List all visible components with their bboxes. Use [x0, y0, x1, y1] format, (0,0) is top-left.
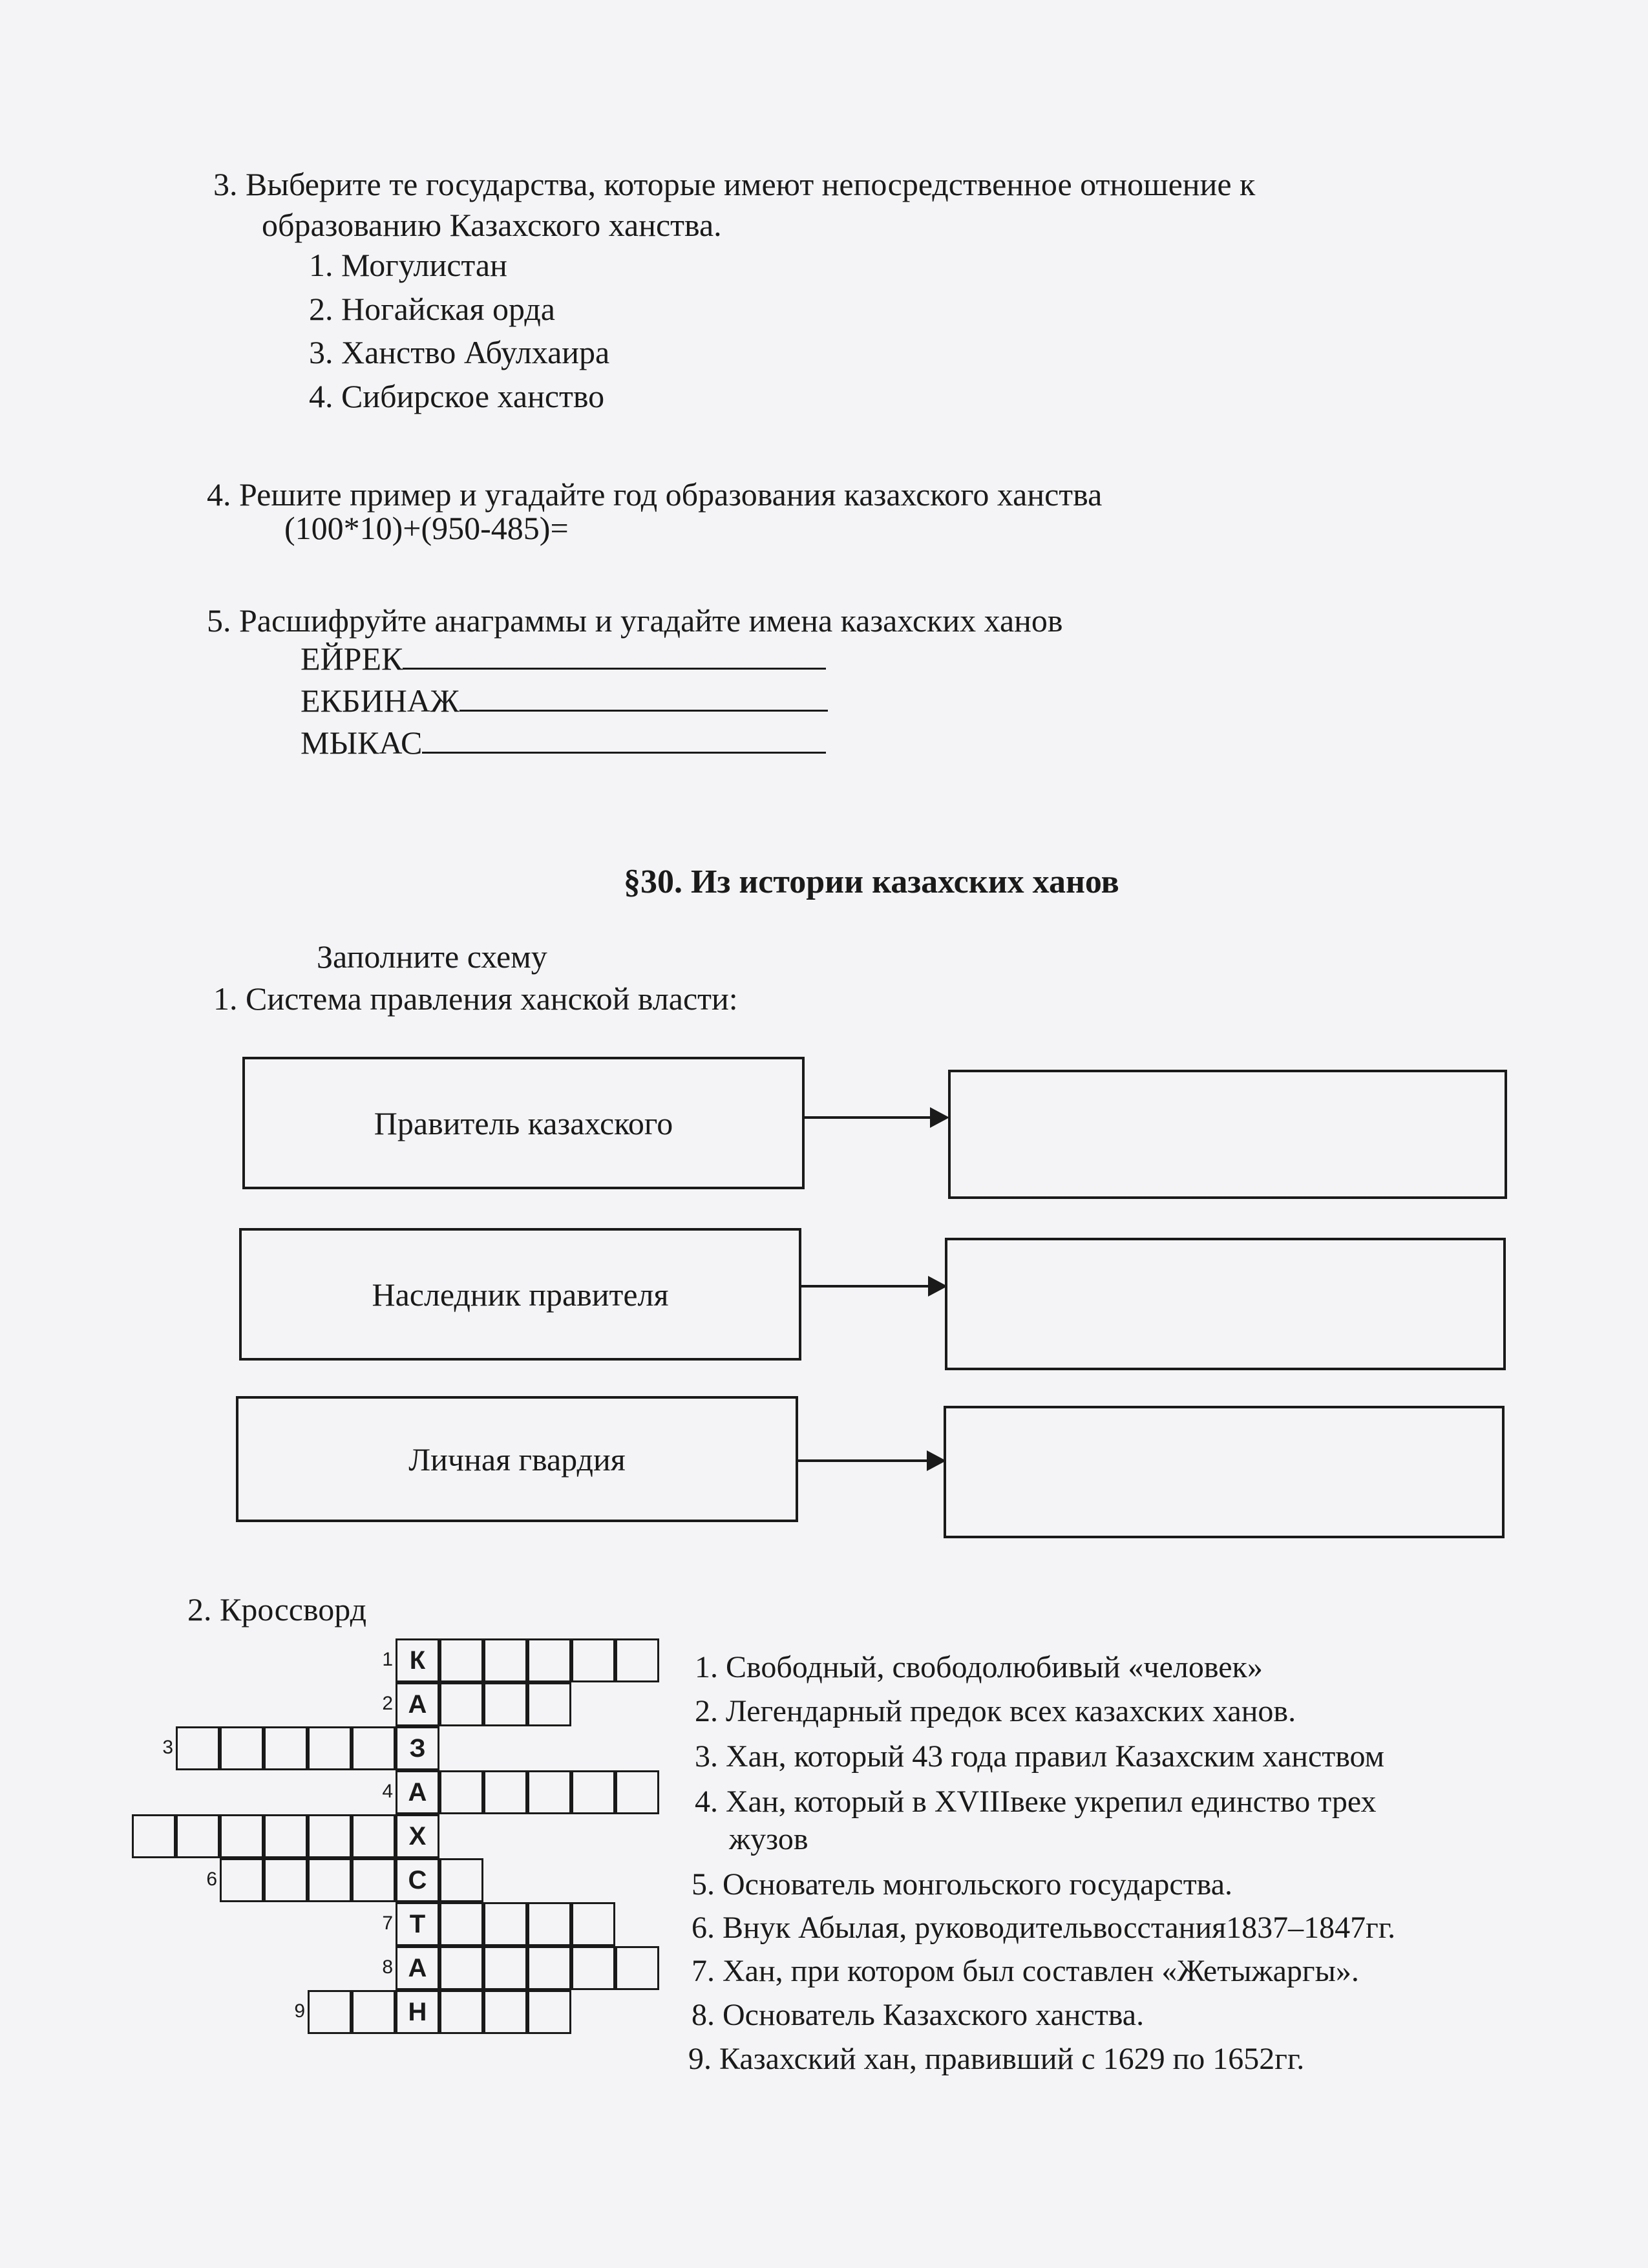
answer-line[interactable]	[403, 637, 826, 670]
crossword-cell[interactable]	[352, 1858, 396, 1902]
crossword-cell[interactable]	[439, 1770, 483, 1814]
crossword-cell[interactable]	[220, 1726, 264, 1770]
crossword-key-cell[interactable]: А	[396, 1946, 439, 1990]
crossword-key-cell[interactable]: Н	[396, 1990, 439, 2034]
crossword-row-number: 1	[382, 1649, 393, 1670]
crossword-cell[interactable]	[527, 1902, 571, 1946]
crossword-row-number: 9	[294, 2000, 305, 2022]
crossword-title: 2. Кроссворд	[187, 1591, 367, 1627]
scheme-box-label: Наследник правителя	[372, 1276, 669, 1313]
answer-line[interactable]	[460, 679, 828, 712]
task3-option: 3. Ханство Абулхаира	[309, 334, 610, 370]
crossword-row-number: 8	[382, 1956, 393, 1978]
crossword-cell[interactable]	[176, 1814, 220, 1858]
task5-question: 5. Расшифруйте анаграммы и угадайте имена казахских ханов	[207, 602, 1063, 639]
crossword-row-number: 6	[206, 1869, 217, 1890]
crossword-cell[interactable]	[571, 1638, 615, 1682]
crossword-cell[interactable]	[527, 1946, 571, 1990]
crossword-cell[interactable]	[615, 1946, 659, 1990]
task3-option: 2. Ногайская орда	[309, 291, 555, 327]
crossword-cell[interactable]	[439, 1638, 483, 1682]
crossword-cell[interactable]	[527, 1638, 571, 1682]
crossword-cell[interactable]	[439, 1902, 483, 1946]
crossword-cell[interactable]	[483, 1638, 527, 1682]
anagram-row	[301, 721, 826, 762]
crossword-row-number: 4	[382, 1781, 393, 1802]
clue-item: 6. Внук Абылая, руководительвосстания1837–1847гг.	[692, 1911, 1396, 1945]
task3-question: 3. Выберите те государства, которые имеют непосредственное отношение к	[213, 166, 1256, 202]
crossword-cell[interactable]	[264, 1814, 308, 1858]
scheme-answer-box[interactable]	[944, 1406, 1505, 1538]
crossword-cell[interactable]	[439, 1858, 483, 1902]
anagram-row	[301, 637, 826, 678]
crossword-cell[interactable]	[439, 1682, 483, 1726]
crossword-cell[interactable]	[352, 1990, 396, 2034]
crossword-cell[interactable]	[352, 1726, 396, 1770]
crossword-key-cell[interactable]: Т	[396, 1902, 439, 1946]
crossword-cell[interactable]	[571, 1770, 615, 1814]
scheme-box-label: Правитель казахского	[374, 1105, 673, 1141]
arrow-icon	[798, 1459, 944, 1462]
scheme-instruction: Заполните схему	[317, 938, 547, 975]
arrow-icon	[801, 1285, 945, 1288]
clue-item: 9. Казахский хан, правивший с 1629 по 1652гг.	[688, 2042, 1305, 2076]
crossword-key-cell[interactable]: С	[396, 1858, 439, 1902]
crossword-cell[interactable]	[483, 1946, 527, 1990]
crossword-cell[interactable]	[615, 1770, 659, 1814]
crossword-cell[interactable]	[483, 1770, 527, 1814]
crossword-cell[interactable]	[352, 1814, 396, 1858]
crossword-cell[interactable]	[615, 1638, 659, 1682]
crossword-cell[interactable]	[483, 1990, 527, 2034]
clue-item: 7. Хан, при котором был составлен «Жетыжаргы».	[692, 1954, 1359, 1988]
anagram-word: ЕКБИНАЖ	[301, 683, 460, 719]
crossword-cell[interactable]	[439, 1990, 483, 2034]
scheme-box-label: Личная гвардия	[408, 1441, 626, 1478]
crossword-cell[interactable]	[308, 1726, 352, 1770]
crossword-cell[interactable]	[439, 1946, 483, 1990]
crossword-cell[interactable]	[220, 1858, 264, 1902]
crossword-cell[interactable]	[527, 1770, 571, 1814]
scheme-box-guard	[236, 1396, 798, 1522]
crossword-cell[interactable]	[176, 1726, 220, 1770]
anagram-word: ЕЙРЕК	[301, 641, 403, 677]
crossword-cell[interactable]	[483, 1902, 527, 1946]
clue-item: 3. Хан, который 43 года правил Казахским ханством	[695, 1739, 1385, 1774]
crossword-cell[interactable]	[571, 1946, 615, 1990]
scheme-answer-box[interactable]	[945, 1238, 1506, 1370]
crossword-cell[interactable]	[308, 1814, 352, 1858]
crossword-cell[interactable]	[527, 1990, 571, 2034]
scheme-title: 1. Система правления ханской власти:	[213, 980, 738, 1017]
clue-item: 8. Основатель Казахского ханства.	[692, 1998, 1145, 2032]
crossword-cell[interactable]	[220, 1814, 264, 1858]
task4-question: 4. Решите пример и угадайте год образования казахского ханства	[207, 476, 1103, 513]
crossword-cell[interactable]	[264, 1726, 308, 1770]
crossword-key-cell[interactable]: Х	[396, 1814, 439, 1858]
clue-item: 1. Свободный, свободолюбивый «человек»	[695, 1650, 1263, 1684]
crossword-cell[interactable]	[308, 1990, 352, 2034]
crossword-cell[interactable]	[527, 1682, 571, 1726]
crossword-key-cell[interactable]: К	[396, 1638, 439, 1682]
scheme-box-ruler	[242, 1057, 805, 1189]
crossword-cell[interactable]	[483, 1682, 527, 1726]
anagram-row	[301, 679, 828, 720]
clue-item: 4. Хан, который в XVIIIвеке укрепил единство трех	[695, 1785, 1377, 1819]
crossword-row-number: 7	[382, 1913, 393, 1934]
answer-line[interactable]	[422, 721, 826, 754]
crossword-key-cell[interactable]: А	[396, 1682, 439, 1726]
arrow-icon	[805, 1116, 947, 1119]
anagram-word: МЫКАС	[301, 725, 423, 761]
crossword-row-number: 2	[382, 1693, 393, 1714]
crossword-cell[interactable]	[571, 1902, 615, 1946]
crossword-cell[interactable]	[264, 1858, 308, 1902]
crossword-key-cell[interactable]: А	[396, 1770, 439, 1814]
crossword-cell[interactable]	[132, 1814, 176, 1858]
scheme-box-heir	[239, 1228, 801, 1361]
clue-item: 2. Легендарный предок всех казахских ханов.	[695, 1694, 1296, 1728]
crossword-cell[interactable]	[308, 1858, 352, 1902]
crossword-key-cell[interactable]: З	[396, 1726, 439, 1770]
task3-question-cont: образованию Казахского ханства.	[262, 207, 722, 243]
section-title: §30. Из истории казахских ханов	[624, 864, 1119, 900]
task4-expression: (100*10)+(950-485)=	[284, 510, 569, 546]
task3-option: 4. Сибирское ханство	[309, 378, 605, 414]
clue-item: 5. Основатель монгольского государства.	[692, 1867, 1232, 1902]
task3-option: 1. Могулистан	[309, 247, 507, 283]
crossword-row-number: 3	[162, 1737, 173, 1758]
scheme-answer-box[interactable]	[948, 1070, 1507, 1199]
clue-item: жузов	[729, 1822, 808, 1856]
